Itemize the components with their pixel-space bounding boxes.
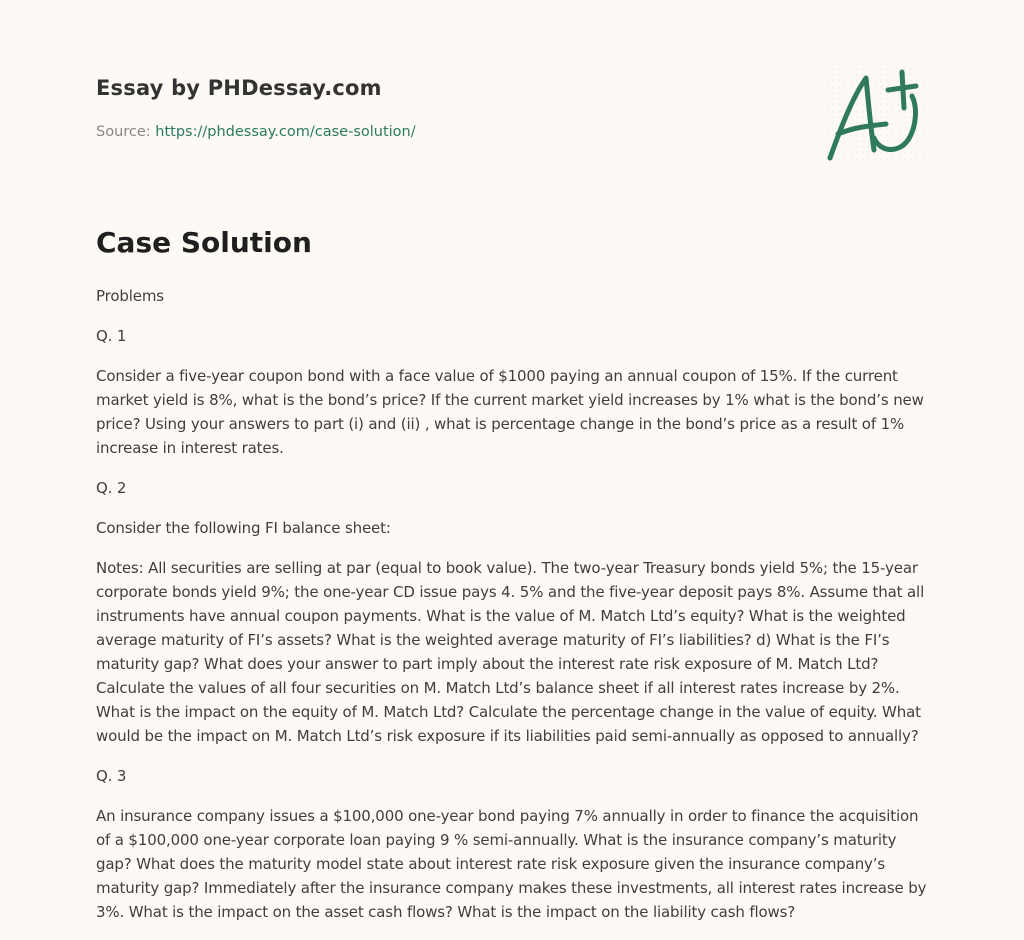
question-text: Consider a five-year coupon bond with a face value of $1000 paying an annual coupon of 15%. If the current market yield is 8%, what is the bond’s price? If the current market yield increases by 1% what is the bond’s new price? Using your answers to part (i) and (ii) , what is percentage change in the bond’s price as a result of 1% increase in interest rates. bbox=[96, 367, 924, 457]
article-body bbox=[96, 284, 928, 940]
question-label: Q. 2 bbox=[96, 479, 127, 497]
a-plus-grade-icon bbox=[826, 68, 926, 164]
question-label: Q. 3 bbox=[96, 767, 127, 785]
source-label: Source: bbox=[96, 124, 151, 140]
question-text: An insurance company issues a $100,000 one-year bond paying 7% annually in order to finance the acquisition of a $100,000 one-year corporate loan paying 9 % semi-annually. What is the insurance company’s maturity gap? What does the maturity model state about interest rate risk exposure given the insurance company’s maturity gap? Immediately after the insurance company makes these investments, all interest rates increase by 3%. What is the impact on the asset cash flows? What is the impact on the liability cash flows? bbox=[96, 807, 927, 921]
site-brand: Essay by PHDessay.com bbox=[96, 76, 382, 100]
question-label: Q. 1 bbox=[96, 327, 127, 345]
question-text: Consider the following FI balance sheet: bbox=[96, 519, 391, 537]
section-label: Problems bbox=[96, 287, 164, 305]
question-text: Notes: All securities are selling at par (equal to book value). The two-year Treasury bonds yield 5%; the 15-year corporate bonds yield 9%; the one-year CD issue pays 4. 5% and the five-year deposit pays 8%. Assume that all instruments have annual coupon payments. What is the value of M. Match Ltd’s equity? What is the weighted average maturity of FI’s assets? What is the weighted average maturity of FI’s liabilities? d) What is the FI’s maturity gap? What does your answer to part imply about the interest rate risk exposure of M. Match Ltd? Calculate the values of all four securities on M. Match Ltd’s balance sheet if all interest rates increase by 2%. What is the impact on the equity of M. Match Ltd? Calculate the percentage change in the value of equity. What would be the impact on M. Match Ltd’s risk exposure if its liabilities paid semi-annually as opposed to annually? bbox=[96, 559, 925, 745]
source-link[interactable]: https://phdessay.com/case-solution/ bbox=[155, 124, 416, 140]
source-line bbox=[96, 124, 416, 140]
page-title: Case Solution bbox=[96, 226, 312, 259]
